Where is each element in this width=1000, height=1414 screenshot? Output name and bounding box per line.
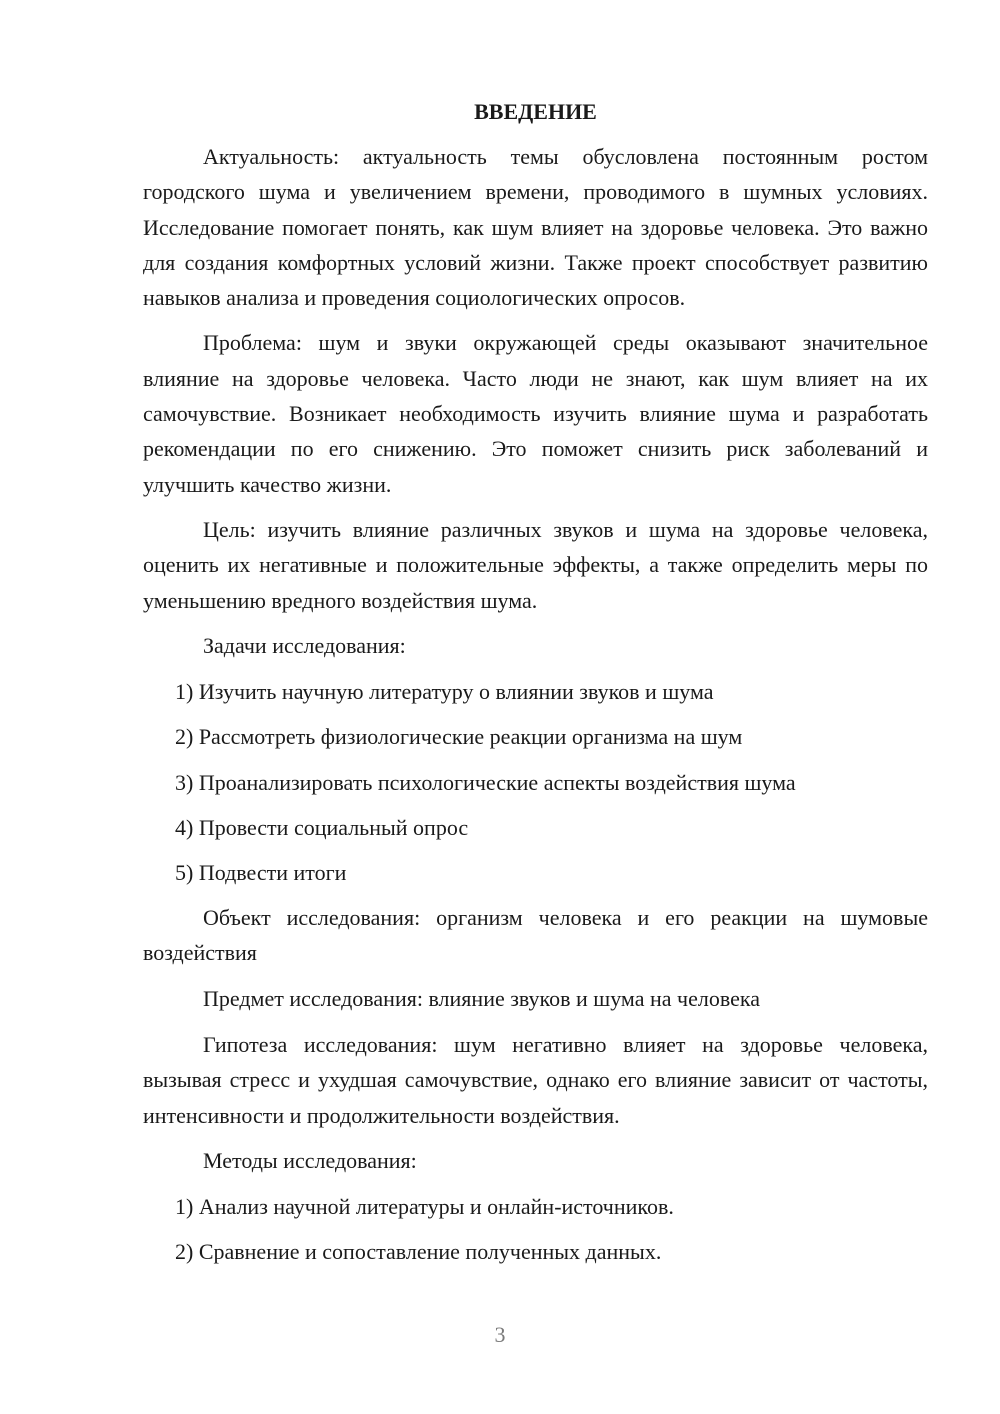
task-item: 5) Подвести итоги	[175, 859, 347, 885]
task-item: 4) Провести социальный опрос	[175, 814, 469, 840]
method-item: 1) Анализ научной литературы и онлайн-источников.	[175, 1194, 674, 1220]
task-item: 3) Проанализировать психологические аспекты воздействия шума	[175, 769, 796, 795]
task-item: 1) Изучить научную литературу о влиянии звуков и шума	[175, 679, 714, 705]
page-title: ВВЕДЕНИЕ	[474, 99, 597, 124]
methods-heading: Методы исследования:	[203, 1147, 417, 1173]
document-page	[143, 95, 928, 1280]
goal-paragraph: Цель: изучить влияние различных звуков и шума на здоровье человека, оценить их негативные и положительные эффекты, а также определить меры по уменьшению вредного воздействия шума.	[143, 516, 928, 613]
method-item: 2) Сравнение и сопоставление полученных данных.	[175, 1239, 662, 1265]
subject-paragraph: Предмет исследования: влияние звуков и шума на человека	[203, 985, 760, 1011]
relevance-paragraph: Актуальность: актуальность темы обусловлена постоянным ростом городского шума и увеличением времени, проводимого в шумных условиях. Исследование помогает понять, как шум влияет на здоровье человека. Это важно для создания комфортных условий жизни. Также проект способствует развитию навыков анализа и проведения социологических опросов.	[143, 144, 928, 311]
hypothesis-paragraph: Гипотеза исследования: шум негативно влияет на здоровье человека, вызывая стресс и ухудшая самочувствие, однако его влияние зависит от частоты, интенсивности и продолжительности воздействия.	[143, 1031, 928, 1128]
tasks-heading: Задачи исследования:	[203, 632, 406, 658]
object-paragraph: Объект исследования: организм человека и его реакции на шумовые воздействия	[143, 905, 928, 966]
page-number: 3	[494, 1322, 506, 1347]
problem-paragraph: Проблема: шум и звуки окружающей среды оказывают значительное влияние на здоровье человека. Часто люди не знают, как шум влияет на их самочувствие. Возникает необходимость изучить влияние шума и разработать рекомендации по его снижению. Это поможет снизить риск заболеваний и улучшить качество жизни.	[143, 330, 928, 497]
task-item: 2) Рассмотреть физиологические реакции организма на шум	[175, 724, 743, 750]
